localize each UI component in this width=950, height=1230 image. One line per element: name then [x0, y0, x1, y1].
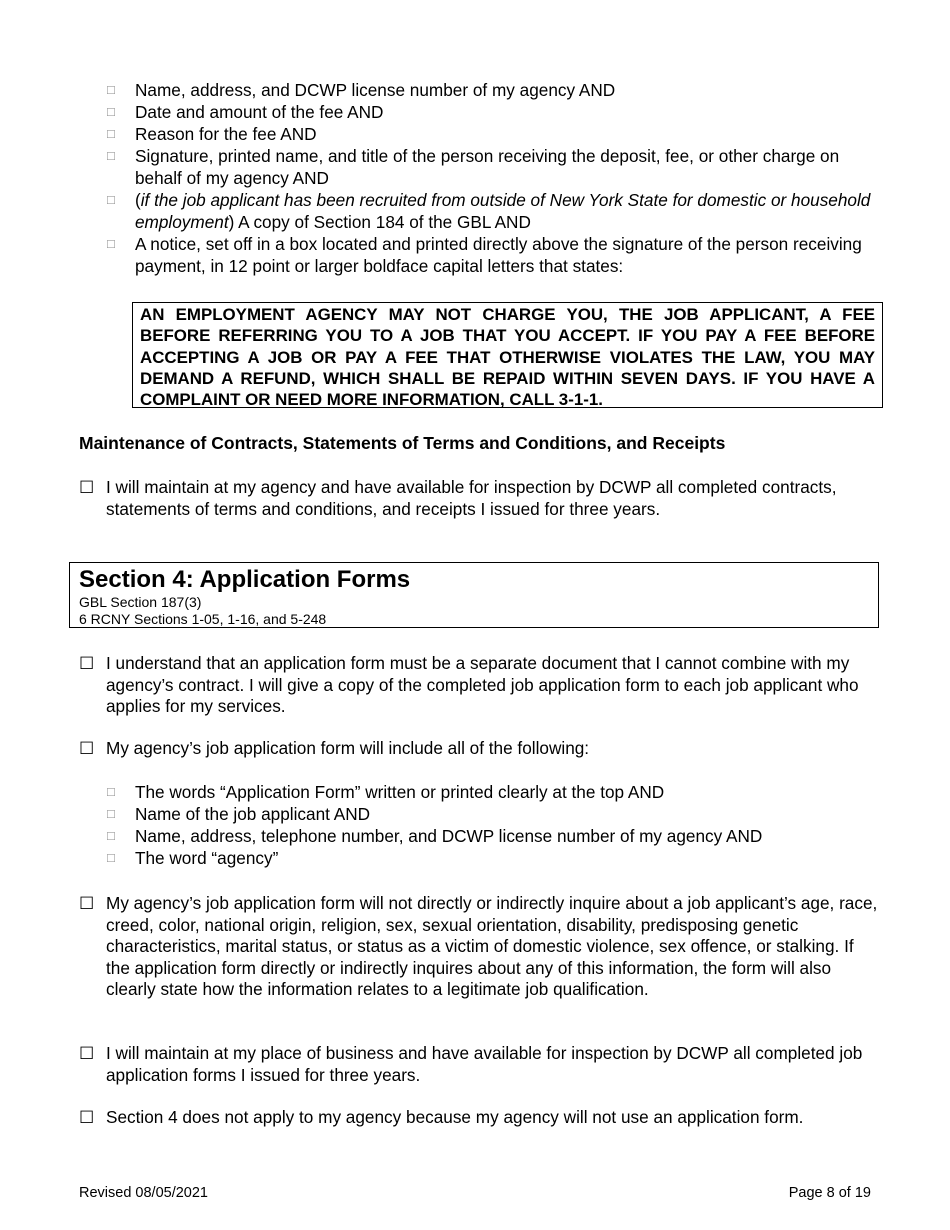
checkbox-icon[interactable]: ☐ — [79, 1108, 95, 1127]
checkbox-icon[interactable]: □ — [107, 850, 115, 865]
checkbox-label: I understand that an application form must be a separate document that I cannot combine with my agency’s contract. I will give a copy of the completed job application form to each job applicant who applies for my services. — [106, 653, 859, 716]
list-item-text: Name of the job applicant AND — [135, 804, 371, 824]
checkbox-label: My agency’s job application form will not directly or indirectly inquire about a job applicant’s age, race, creed, color, national origin, religion, sex, sexual orientation, disability, predisposing genetic characteristics, marital status, or status as a victim of domestic violence, sex offence, or stalking. If the application form directly or indirectly inquires about any of this information, the form will also clearly state how the information relates to a legitimate job qualification. — [106, 893, 878, 999]
checkbox-icon[interactable]: □ — [107, 104, 115, 119]
checkbox-icon[interactable]: □ — [107, 784, 115, 799]
revision-date: Revised 08/05/2021 — [79, 1185, 208, 1201]
list-item-italic-text: if the job applicant has been recruited from outside of New York State for domestic or household employment — [135, 190, 871, 232]
checkbox-icon[interactable]: □ — [107, 806, 115, 821]
list-item — [107, 189, 887, 233]
section-title: Section 4: Application Forms — [79, 566, 411, 593]
notice-text: AN EMPLOYMENT AGENCY MAY NOT CHARGE YOU, THE JOB APPLICANT, A FEE BEFORE REFERRING YOU TO A JOB THAT YOU ACCEPT. IF YOU PAY A FEE BEFORE ACCEPTING A JOB OR PAY A FEE THAT OTHERWISE VIOLATES THE LAW, YOU MAY DEMAND A REFUND, WHICH SHALL BE REPAID WITHIN SEVEN DAYS. IF YOU HAVE A COMPLAINT OR NEED MORE INFORMATION, CALL 3-1-1. — [140, 305, 875, 410]
list-item — [107, 123, 887, 145]
application-form-retention-item — [79, 1043, 879, 1086]
checkbox-icon[interactable]: ☐ — [79, 894, 95, 913]
list-item — [107, 101, 887, 123]
checkbox-icon[interactable]: □ — [107, 828, 115, 843]
checkbox-label: My agency’s job application form will include all of the following: — [106, 738, 590, 758]
list-item — [107, 79, 887, 101]
application-form-no-inquiry-item — [79, 893, 879, 1001]
list-item — [107, 825, 887, 847]
checkbox-icon[interactable]: ☐ — [79, 739, 95, 758]
checkbox-icon[interactable]: ☐ — [79, 654, 95, 673]
section-header-box — [69, 562, 879, 628]
section-reference: 6 RCNY Sections 1-05, 1-16, and 5-248 — [79, 611, 327, 627]
checkbox-icon[interactable]: □ — [107, 148, 115, 163]
list-item-text: Reason for the fee AND — [135, 124, 317, 144]
paren-open: ( — [135, 190, 141, 210]
checkbox-icon[interactable]: ☐ — [79, 1044, 95, 1063]
notice-box — [132, 302, 883, 408]
application-form-separate-item — [79, 653, 879, 718]
list-item-text: Date and amount of the fee AND — [135, 102, 384, 122]
application-form-requirements-list — [107, 781, 887, 869]
list-item — [107, 233, 887, 277]
checkbox-icon[interactable]: □ — [107, 126, 115, 141]
list-item-text: The words “Application Form” written or printed clearly at the top AND — [135, 782, 665, 802]
list-item — [107, 847, 887, 869]
list-item-text: Name, address, telephone number, and DCWP license number of my agency AND — [135, 826, 763, 846]
page-number: Page 8 of 19 — [788, 1185, 871, 1201]
list-item-text: Signature, printed name, and title of the person receiving the deposit, fee, or other charge on behalf of my agency AND — [135, 146, 840, 188]
checkbox-label: I will maintain at my place of business and have available for inspection by DCWP all completed job application forms I issued for three years. — [106, 1043, 863, 1085]
maintenance-heading: Maintenance of Contracts, Statements of Terms and Conditions, and Receipts — [79, 433, 726, 453]
list-item — [107, 781, 887, 803]
list-item — [107, 803, 887, 825]
checkbox-icon[interactable]: □ — [107, 192, 115, 207]
section-not-applicable-item — [79, 1107, 879, 1129]
list-item-rest-text: ) A copy of Section 184 of the GBL AND — [228, 212, 531, 232]
maintenance-checkbox-item — [79, 477, 879, 520]
checkbox-label: Section 4 does not apply to my agency because my agency will not use an application form. — [106, 1107, 804, 1127]
checkbox-icon[interactable]: ☐ — [79, 478, 95, 497]
list-item — [107, 145, 887, 189]
list-item-text: The word “agency” — [135, 848, 279, 868]
checkbox-label: I will maintain at my agency and have available for inspection by DCWP all completed contracts, statements of terms and conditions, and receipts I issued for three years. — [106, 477, 837, 519]
list-item-text: A notice, set off in a box located and printed directly above the signature of the person receiving payment, in 12 point or larger boldface capital letters that states: — [135, 234, 862, 276]
application-form-contents-item — [79, 738, 879, 760]
checkbox-icon[interactable]: □ — [107, 82, 115, 97]
checkbox-icon[interactable]: □ — [107, 236, 115, 251]
receipt-requirements-list — [107, 79, 887, 277]
section-reference: GBL Section 187(3) — [79, 594, 202, 610]
list-item-text — [135, 189, 887, 233]
list-item-text: Name, address, and DCWP license number of my agency AND — [135, 80, 616, 100]
